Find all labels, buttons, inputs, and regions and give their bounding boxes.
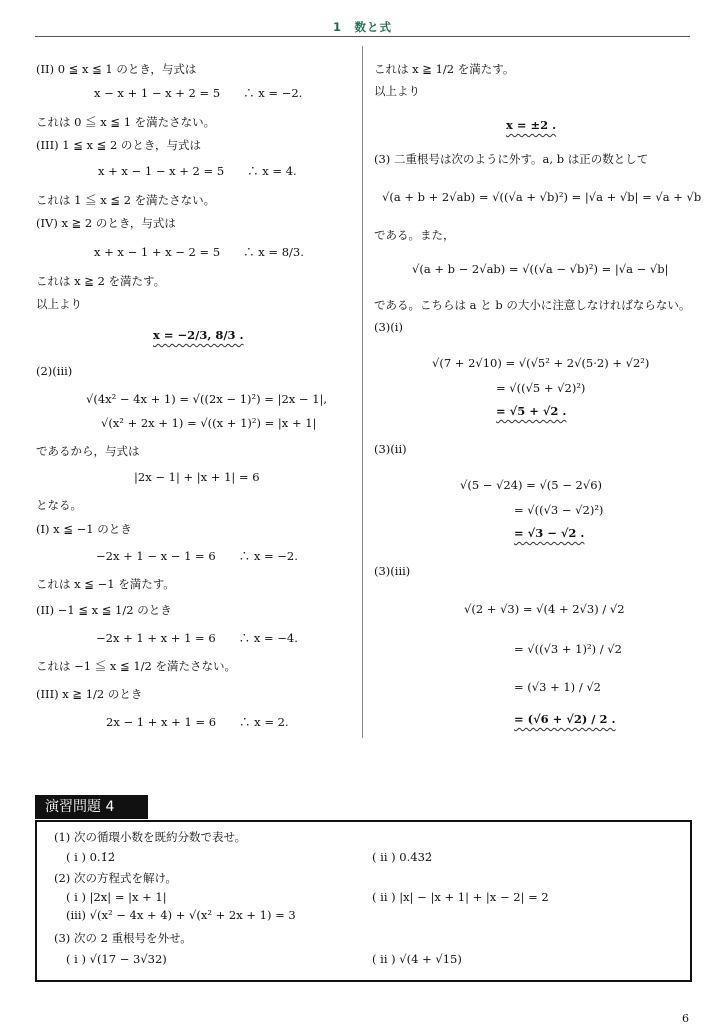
exercise-title: 演習問題 4 <box>35 795 148 819</box>
left-line: これは x ≧ 2 を満たす。 <box>36 274 166 288</box>
left-line: (II) −1 ≦ x ≦ 1/2 のとき <box>36 603 172 617</box>
page-number: 6 <box>682 1012 689 1025</box>
exercise-header <box>35 795 690 819</box>
left-line: (III) 1 ≦ x ≦ 2 のとき，与式は <box>36 138 201 152</box>
right-equation: √(7 + 2√10) = √(√5² + 2√(5·2) + √2²) <box>432 356 650 370</box>
left-line: であるから，与式は <box>36 444 140 458</box>
column-divider <box>362 46 363 738</box>
right-line: 以上より <box>374 84 420 98</box>
answer-value: x = −2/3, 8/3 . <box>153 328 244 342</box>
right-equation: √(a + b + 2√ab) = √((√a + √b)²) = |√a + √b| = √a + √b <box>382 190 702 204</box>
left-line: (II) 0 ≦ x ≦ 1 のとき，与式は <box>36 62 197 76</box>
right-answer <box>514 712 616 726</box>
left-line: これは −1 ≦ x ≦ 1/2 を満たさない。 <box>36 659 237 673</box>
answer-value: = √3 − √2 . <box>514 526 585 540</box>
exercise-item: ( ii ) √(4 + √15) <box>372 952 462 966</box>
right-equation: = √((√3 − √2)²) <box>514 503 604 517</box>
right-line: (3)(iii) <box>374 564 411 578</box>
right-answer <box>496 404 566 418</box>
left-equation: 2x − 1 + x + 1 = 6 ∴ x = 2. <box>106 715 289 729</box>
left-line: (I) x ≦ −1 のとき <box>36 522 132 536</box>
exercise-item: ( ii ) 0.4̇32̇ <box>372 850 433 864</box>
left-equation: −2x + 1 + x + 1 = 6 ∴ x = −4. <box>96 631 298 645</box>
left-equation: |2x − 1| + |x + 1| = 6 <box>134 470 260 484</box>
left-line: (IV) x ≧ 2 のとき，与式は <box>36 216 176 230</box>
left-line: (III) x ≧ 1/2 のとき <box>36 687 143 701</box>
left-equation: √(4x² − 4x + 1) = √((2x − 1)²) = |2x − 1|, <box>86 392 328 406</box>
right-equation: = √((√3 + 1)²) / √2 <box>514 642 622 656</box>
right-line: である。また， <box>374 228 455 242</box>
right-line: である。こちらは a と b の大小に注意しなければならない。 <box>374 298 691 312</box>
exercise-item: (3) 次の 2 重根号を外せ。 <box>54 931 192 945</box>
right-line: (3)(ii) <box>374 442 407 456</box>
right-answer <box>514 526 584 540</box>
left-equation: x − x + 1 − x + 2 = 5 ∴ x = −2. <box>94 86 303 100</box>
right-equation: √(a + b − 2√ab) = √((√a − √b)²) = |√a − √b| <box>412 262 669 276</box>
answer-value: = (√6 + √2) / 2 . <box>514 712 616 726</box>
left-line: これは 0 ≦ x ≦ 1 を満たさない。 <box>36 115 216 129</box>
exercise-item: (2) 次の方程式を解け。 <box>54 871 177 885</box>
left-equation: √(x² + 2x + 1) = √((x + 1)²) = |x + 1| <box>101 416 317 430</box>
left-line: これは x ≦ −1 を満たす。 <box>36 577 175 591</box>
right-equation: = (√3 + 1) / √2 <box>514 680 602 694</box>
left-line: これは 1 ≦ x ≦ 2 を満たさない。 <box>36 193 216 207</box>
left-line: (2)(iii) <box>36 364 73 378</box>
left-line: となる。 <box>36 498 82 512</box>
left-equation: x + x − 1 + x − 2 = 5 ∴ x = 8/3. <box>94 245 304 259</box>
right-line: (3) 二重根号は次のように外す。a, b は正の数として <box>374 152 649 166</box>
right-answer <box>506 118 556 132</box>
exercise-item: ( i ) |2x| = |x + 1| <box>66 890 167 904</box>
exercise-item: ( i ) 0.1̇2̇ <box>66 850 116 864</box>
right-equation: = √((√5 + √2)²) <box>496 381 586 395</box>
exercise-item: ( i ) √(17 − 3√32) <box>66 952 167 966</box>
right-equation: √(2 + √3) = √(4 + 2√3) / √2 <box>464 602 625 616</box>
exercise-item: (1) 次の循環小数を既約分数で表せ。 <box>54 830 247 844</box>
right-line: (3)(i) <box>374 320 403 334</box>
page-header <box>35 16 690 37</box>
answer-value: x = ±2 . <box>506 118 557 132</box>
left-equation: −2x + 1 − x − 1 = 6 ∴ x = −2. <box>96 549 298 563</box>
header-title: 1 数と式 <box>332 20 392 34</box>
exercise-item: (iii) √(x² − 4x + 4) + √(x² + 2x + 1) = 3 <box>66 908 296 922</box>
right-equation: √(5 − √24) = √(5 − 2√6) <box>460 478 602 492</box>
left-line: 以上より <box>36 297 82 311</box>
left-equation: x + x − 1 − x + 2 = 5 ∴ x = 4. <box>98 164 297 178</box>
right-line: これは x ≧ 1/2 を満たす。 <box>374 62 515 76</box>
exercise-item: ( ii ) |x| − |x + 1| + |x − 2| = 2 <box>372 890 549 904</box>
left-answer <box>153 328 244 342</box>
answer-value: = √5 + √2 . <box>496 404 567 418</box>
